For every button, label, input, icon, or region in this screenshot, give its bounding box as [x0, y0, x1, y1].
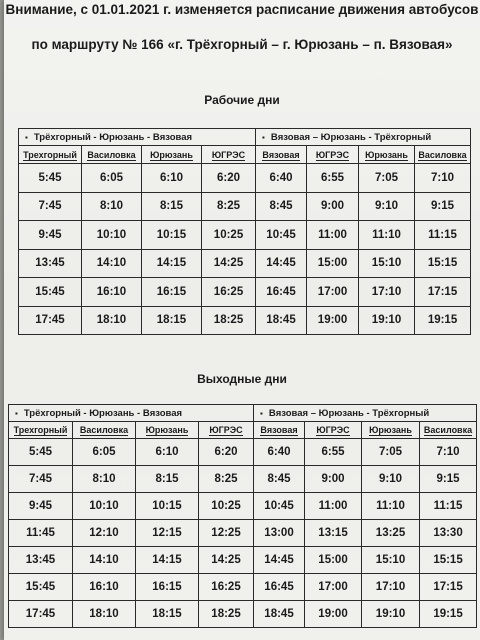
departure-time: 19:15 [415, 306, 471, 335]
departure-time: 8:10 [73, 466, 136, 493]
stop-header [420, 422, 477, 439]
table-row [9, 466, 477, 493]
stop-name: ЮГРЭС [209, 425, 243, 435]
stop-header [415, 146, 471, 164]
departure-time: 14:25 [199, 547, 254, 574]
stop-name: Василовка [87, 149, 136, 160]
departure-time: 7:05 [359, 164, 415, 193]
departure-time: 19:10 [359, 306, 415, 335]
departure-time: 18:45 [254, 601, 305, 628]
direction-header [256, 129, 471, 146]
stop-name: Вязовая [260, 425, 298, 435]
departure-time: 6:55 [305, 439, 362, 466]
stop-name: Василовка [79, 425, 129, 435]
departure-time: 10:25 [199, 493, 254, 520]
departure-time: 15:00 [307, 249, 359, 278]
departure-time: 14:10 [82, 249, 142, 278]
stop-name: Василовка [418, 149, 467, 160]
table-row [19, 164, 471, 193]
departure-time: 8:15 [136, 466, 199, 493]
departure-time: 18:45 [256, 306, 307, 335]
stop-name: ЮГРЭС [315, 149, 350, 160]
departure-time: 9:45 [19, 221, 82, 250]
departure-time: 13:45 [9, 547, 73, 574]
departure-time: 17:00 [307, 278, 359, 307]
departure-time: 17:10 [359, 278, 415, 307]
departure-time: 14:45 [256, 249, 307, 278]
table-row [9, 574, 477, 601]
departure-time: 13:30 [420, 520, 477, 547]
departure-time: 12:15 [136, 520, 199, 547]
stop-header [307, 146, 359, 164]
departure-time: 18:10 [73, 601, 136, 628]
departure-time: 7:45 [9, 466, 73, 493]
departure-time: 16:45 [254, 574, 305, 601]
stop-name: Трехгорный [23, 149, 77, 160]
departure-time: 7:05 [362, 439, 420, 466]
departure-time: 15:45 [9, 574, 73, 601]
departure-time: 6:20 [202, 164, 256, 193]
departure-time: 15:10 [359, 249, 415, 278]
departure-time: 15:10 [362, 547, 420, 574]
stop-header [19, 146, 82, 164]
direction-label: Трёхгорный - Юрюзань - Вязовая [23, 407, 183, 419]
departure-time: 5:45 [9, 439, 73, 466]
stop-header [142, 146, 202, 164]
departure-time: 15:15 [415, 249, 471, 278]
departure-time: 12:25 [199, 520, 254, 547]
departure-time: 17:10 [362, 574, 420, 601]
table-row [9, 547, 477, 574]
departure-time: 17:00 [305, 574, 362, 601]
direction-header [254, 405, 477, 422]
table-row [19, 192, 471, 221]
departure-time: 16:15 [142, 278, 202, 307]
departure-time: 15:45 [19, 278, 82, 307]
bullet-icon: ▪ [15, 408, 18, 418]
table-row [9, 439, 477, 466]
departure-time: 13:15 [305, 520, 362, 547]
departure-time: 17:15 [415, 278, 471, 307]
stop-name: Юрюзань [365, 149, 408, 160]
departure-time: 8:15 [142, 192, 202, 221]
stop-name: Юрюзань [145, 425, 189, 435]
departure-time: 19:10 [362, 601, 420, 628]
stop-header [202, 146, 256, 164]
departure-time: 10:45 [256, 221, 307, 250]
departure-time: 6:05 [82, 164, 142, 193]
notice-line-2: по маршруту № 166 «г. Трёхгорный – г. Юрюзань – п. Вязовая» [31, 37, 453, 52]
departure-time: 11:00 [307, 221, 359, 250]
departure-time: 19:00 [305, 601, 362, 628]
departure-time: 13:25 [362, 520, 420, 547]
stop-header [136, 422, 199, 439]
departure-time: 18:25 [202, 306, 256, 335]
stop-name: Трехгорный [13, 425, 68, 435]
departure-time: 9:00 [305, 466, 362, 493]
departure-time: 7:45 [19, 192, 82, 221]
departure-time: 10:25 [202, 221, 256, 250]
stop-header [9, 422, 73, 439]
stop-header [199, 422, 254, 439]
departure-time: 6:20 [199, 439, 254, 466]
departure-time: 11:10 [359, 221, 415, 250]
departure-time: 18:15 [136, 601, 199, 628]
stop-name: ЮГРЭС [211, 149, 246, 160]
table-row [19, 306, 471, 335]
table-row [19, 249, 471, 278]
bullet-icon: ▪ [262, 132, 265, 142]
weekday-timetable [18, 128, 471, 335]
departure-time: 10:45 [254, 493, 305, 520]
departure-time: 15:00 [305, 547, 362, 574]
schedule-sheet [4, 0, 480, 640]
direction-label: Вязовая – Юрюзань - Трёхгорный [270, 131, 432, 143]
direction-label: Трёхгорный - Юрюзань - Вязовая [33, 131, 193, 143]
departure-time: 9:00 [307, 192, 359, 221]
departure-time: 6:40 [256, 164, 307, 193]
departure-time: 9:10 [359, 192, 415, 221]
weekend-timetable [8, 404, 477, 628]
departure-time: 9:15 [420, 466, 477, 493]
departure-time: 19:15 [420, 601, 477, 628]
stop-name: Вязовая [262, 149, 300, 160]
departure-time: 5:45 [19, 164, 82, 193]
departure-time: 16:15 [136, 574, 199, 601]
departure-time: 13:00 [254, 520, 305, 547]
departure-time: 7:10 [420, 439, 477, 466]
departure-time: 16:10 [82, 278, 142, 307]
departure-time: 16:10 [73, 574, 136, 601]
departure-time: 11:45 [9, 520, 73, 547]
stop-name: Юрюзань [150, 149, 193, 160]
stop-header [362, 422, 420, 439]
table-row [19, 278, 471, 307]
departure-time: 7:10 [415, 164, 471, 193]
departure-time: 12:10 [73, 520, 136, 547]
departure-time: 14:25 [202, 249, 256, 278]
departure-time: 6:10 [142, 164, 202, 193]
departure-time: 14:15 [136, 547, 199, 574]
departure-time: 15:15 [420, 547, 477, 574]
table-row [9, 493, 477, 520]
departure-time: 19:00 [307, 306, 359, 335]
table-row [19, 221, 471, 250]
departure-time: 8:25 [199, 466, 254, 493]
departure-time: 17:45 [9, 601, 73, 628]
departure-time: 14:15 [142, 249, 202, 278]
bullet-icon: ▪ [25, 132, 28, 142]
departure-time: 8:45 [254, 466, 305, 493]
table-row [9, 520, 477, 547]
departure-time: 9:10 [362, 466, 420, 493]
stop-header [254, 422, 305, 439]
departure-time: 14:45 [254, 547, 305, 574]
departure-time: 18:15 [142, 306, 202, 335]
weekend-title: Выходные дни [197, 372, 287, 386]
departure-time: 16:25 [202, 278, 256, 307]
departure-time: 13:45 [19, 249, 82, 278]
departure-time: 11:15 [420, 493, 477, 520]
departure-time: 18:10 [82, 306, 142, 335]
stop-header [82, 146, 142, 164]
table-row [9, 601, 477, 628]
direction-label: Вязовая – Юрюзань - Трёхгорный [268, 407, 430, 419]
departure-time: 6:40 [254, 439, 305, 466]
departure-time: 10:10 [73, 493, 136, 520]
departure-time: 6:55 [307, 164, 359, 193]
departure-time: 10:10 [82, 221, 142, 250]
departure-time: 17:15 [420, 574, 477, 601]
departure-time: 16:25 [199, 574, 254, 601]
stop-header [256, 146, 307, 164]
departure-time: 8:10 [82, 192, 142, 221]
departure-time: 9:45 [9, 493, 73, 520]
departure-time: 6:05 [73, 439, 136, 466]
stop-header [73, 422, 136, 439]
departure-time: 17:45 [19, 306, 82, 335]
departure-time: 16:45 [256, 278, 307, 307]
direction-header [19, 129, 256, 146]
departure-time: 11:15 [415, 221, 471, 250]
departure-time: 10:15 [142, 221, 202, 250]
departure-time: 8:25 [202, 192, 256, 221]
stop-name: ЮГРЭС [316, 425, 350, 435]
stop-name: Василовка [423, 425, 473, 435]
weekday-title: Рабочие дни [204, 93, 280, 107]
departure-time: 18:25 [199, 601, 254, 628]
departure-time: 8:45 [256, 192, 307, 221]
notice-line-1: Внимание, с 01.01.2021 г. изменяется расписание движения автобусов [5, 2, 479, 17]
stop-header [305, 422, 362, 439]
departure-time: 10:15 [136, 493, 199, 520]
stop-header [359, 146, 415, 164]
departure-time: 9:15 [415, 192, 471, 221]
direction-header [9, 405, 254, 422]
departure-time: 11:00 [305, 493, 362, 520]
departure-time: 14:10 [73, 547, 136, 574]
bullet-icon: ▪ [260, 408, 263, 418]
departure-time: 11:10 [362, 493, 420, 520]
departure-time: 6:10 [136, 439, 199, 466]
stop-name: Юрюзань [369, 425, 412, 435]
